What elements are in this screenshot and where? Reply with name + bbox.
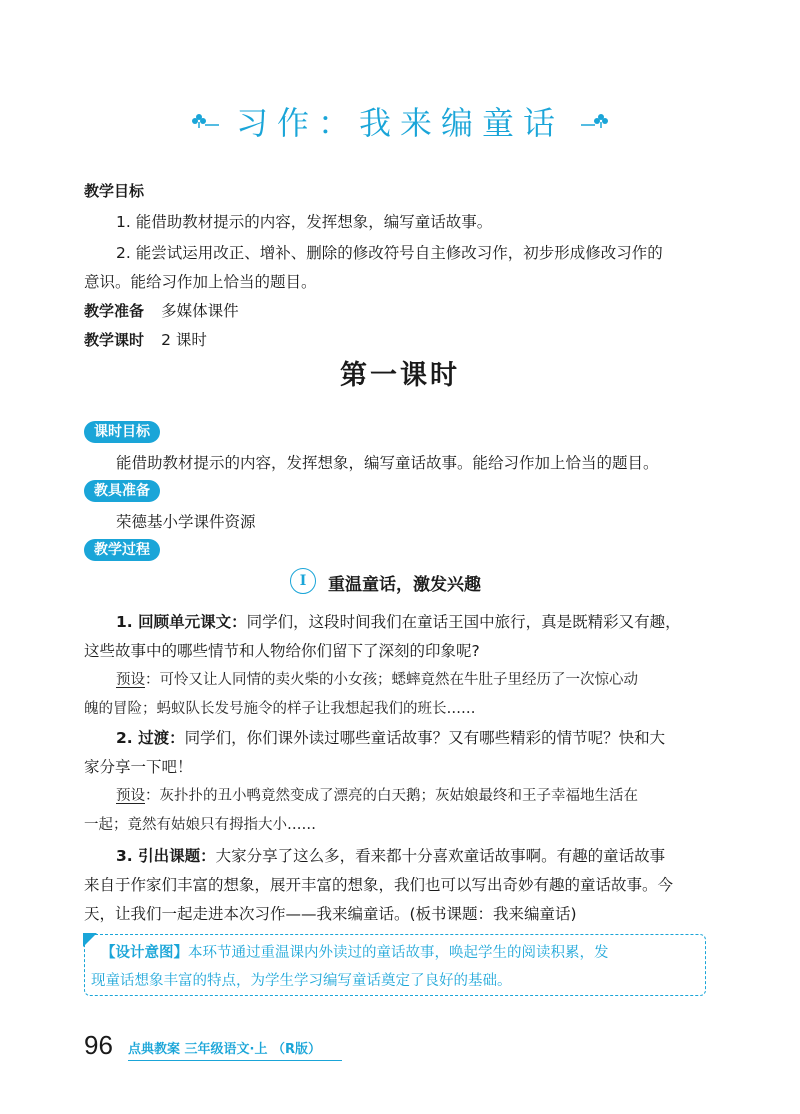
process-tag: 教学过程	[84, 539, 160, 561]
page-title: 习作：我来编童话	[235, 104, 564, 142]
lesson-title: 第一课时	[340, 360, 460, 391]
step-2-preset-line-2: 一起；竟然有姑娘只有拇指大小……	[84, 817, 316, 833]
hours-row	[84, 328, 207, 350]
step-1-line-2: 这些故事中的哪些情节和人物给你们留下了深刻的印象呢?	[84, 642, 480, 660]
flourish-left-icon	[191, 111, 221, 131]
goal-item-2-line-2: 意识。能给习作加上恰当的题目。	[84, 273, 317, 291]
lesson-goal-tag: 课时目标	[84, 421, 160, 443]
prep-row	[84, 299, 239, 321]
goal-item-1: 1. 能借助教材提示的内容，发挥想象，编写童话故事。	[116, 213, 493, 231]
section-number-badge: I	[290, 568, 316, 594]
goal-item-2-line-1: 2. 能尝试运用改正、增补、删除的修改符号自主修改习作，初步形成修改习作的	[116, 244, 663, 262]
step-1-preset-line-1: 预设：可怜又让人同情的卖火柴的小女孩；蟋蟀竟然在牛肚子里经历了一次惊心动	[116, 672, 638, 688]
step-3-line-1: 3. 引出课题：大家分享了这么多，看来都十分喜欢童话故事啊。有趣的童话故事	[116, 847, 666, 865]
hours-label: 教学课时	[84, 331, 145, 349]
hours-value: 2 课时	[161, 331, 207, 349]
step-2-preset-line-1: 预设：灰扑扑的丑小鸭竟然变成了漂亮的白天鹅；灰姑娘最终和王子幸福地生活在	[116, 788, 638, 804]
step-2-line-2: 家分享一下吧！	[84, 758, 193, 776]
step-2-label: 2. 过渡：	[116, 729, 185, 747]
book-title: 点典教案 三年级语文·上 （R版）	[128, 1042, 322, 1057]
corner-triangle-icon	[83, 933, 97, 947]
step-1-line-1: 1. 回顾单元课文：同学们，这段时间我们在童话王国中旅行，真是既精彩又有趣，	[116, 613, 681, 631]
tools-text: 荣德基小学课件资源	[116, 513, 256, 531]
step-1-preset-line-2: 魄的冒险；蚂蚁队长发号施令的样子让我想起我们的班长……	[84, 701, 476, 717]
design-intent-line-2: 现童话想象丰富的特点，为学生学习编写童话奠定了良好的基础。	[91, 973, 512, 989]
page-header	[0, 98, 800, 142]
prep-value: 多媒体课件	[161, 302, 239, 320]
tools-tag: 教具准备	[84, 480, 160, 502]
prep-label: 教学准备	[84, 302, 145, 320]
footer-divider	[128, 1060, 342, 1061]
step-3-label: 3. 引出课题：	[116, 847, 216, 865]
design-intent-line-1: 【设计意图】本环节通过重温课内外读过的童话故事，唤起学生的阅读积累，发	[101, 945, 609, 961]
design-intent-label: 【设计意图】	[101, 945, 188, 961]
step-2-line-1: 2. 过渡：同学们，你们课外读过哪些童话故事？又有哪些精彩的情节呢？快和大	[116, 729, 666, 747]
preset-label: 预设	[116, 788, 145, 804]
page-number: 96	[84, 1030, 113, 1060]
design-intent-box	[84, 934, 706, 996]
section-title: 重温童话，激发兴趣	[328, 575, 481, 595]
flourish-right-icon	[579, 111, 609, 131]
preset-label: 预设	[116, 672, 145, 688]
step-3-line-3: 天，让我们一起走进本次习作——我来编童话。(板书课题：我来编童话)	[84, 905, 577, 923]
goals-heading: 教学目标	[84, 182, 145, 200]
step-1-label: 1. 回顾单元课文：	[116, 613, 247, 631]
step-3-line-2: 来自于作家们丰富的想象，展开丰富的想象，我们也可以写出奇妙有趣的童话故事。今	[84, 876, 674, 894]
lesson-goal-text: 能借助教材提示的内容，发挥想象，编写童话故事。能给习作加上恰当的题目。	[116, 454, 659, 472]
